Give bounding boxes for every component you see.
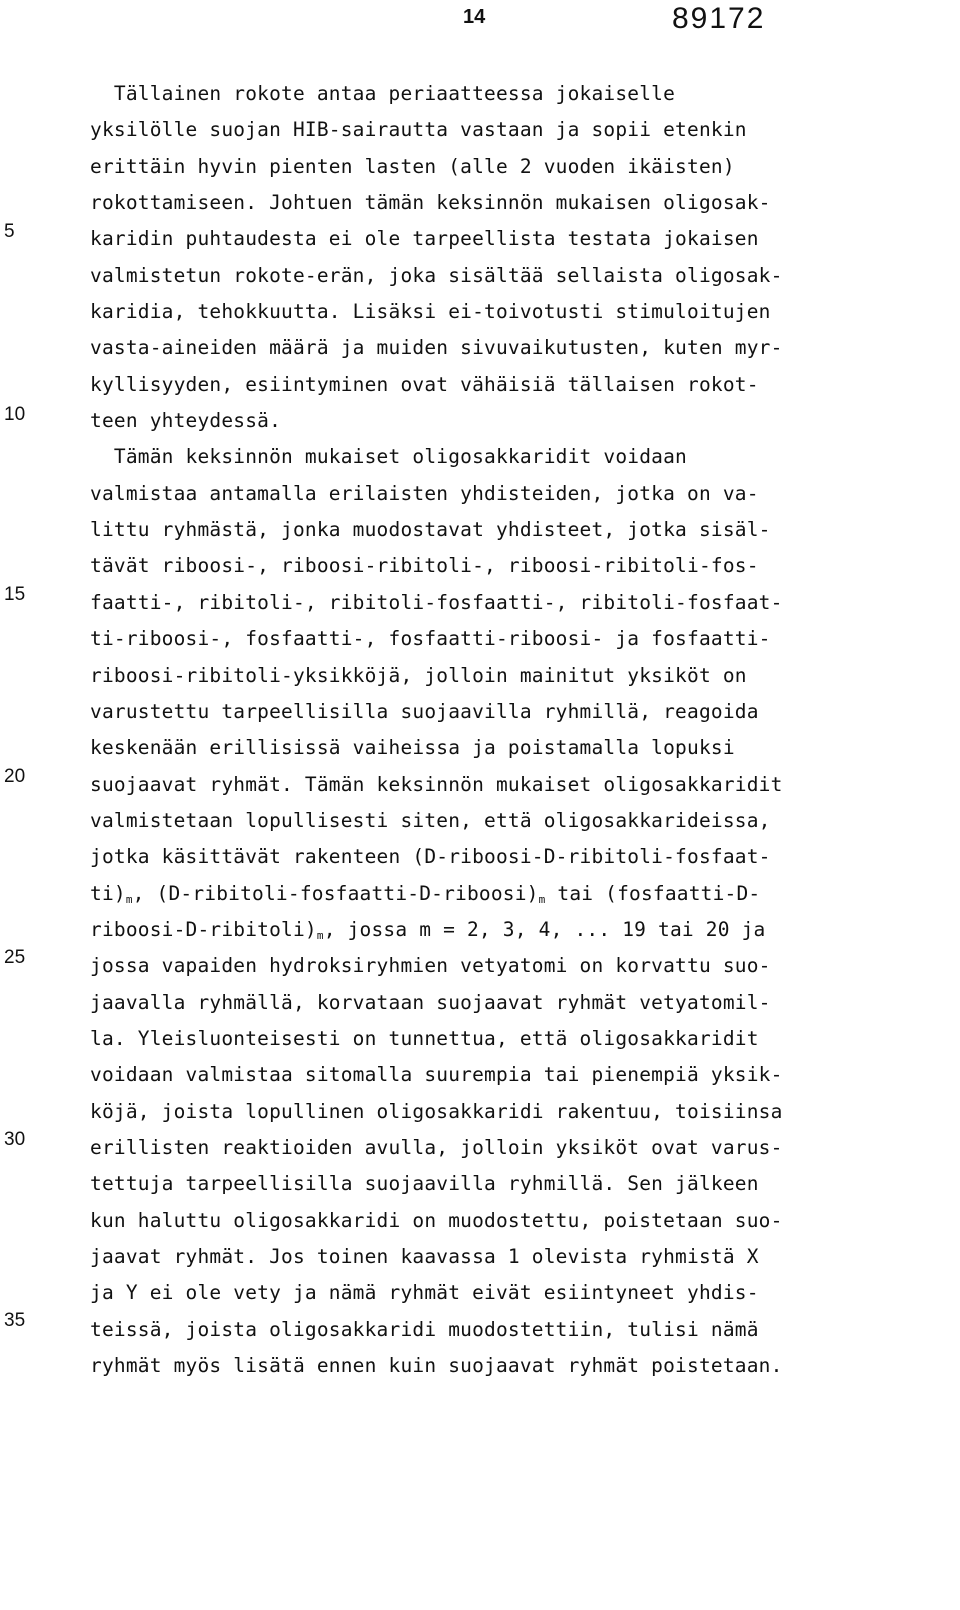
text-line: Tämän keksinnön mukaiset oligosakkaridit voidaan [90,445,687,469]
text-line: littu ryhmästä, jonka muodostavat yhdisteet, jotka sisäl- [90,518,771,542]
text-line: riboosi-ribitoli-yksikköjä, jolloin mainitut yksiköt on [90,663,747,687]
formula-text: , (D-ribitoli-fosfaatti-D-riboosi) [132,881,539,905]
line-number: 35 [4,1310,26,1331]
text-line: suojaavat ryhmät. Tämän keksinnön mukaiset oligosakkaridit [90,772,783,796]
text-line: teen yhteydessä. [90,409,282,433]
formula-text: ti) [90,881,126,905]
text-line: rokottamiseen. Johtuen tämän keksinnön mukaisen oligosak- [90,191,771,215]
text-line: erittäin hyvin pienten lasten (alle 2 vuoden ikäisten) [90,154,735,178]
text-line: voidaan valmistaa sitomalla suurempia tai pienempiä yksik- [90,1063,783,1087]
line-number: 30 [4,1129,26,1150]
formula-line [90,876,940,912]
text-line: keskenään erillisissä vaiheissa ja poistamalla lopuksi [90,736,735,760]
subscript: m [125,892,133,906]
line-number: 25 [4,947,26,968]
text-line: tettuja tarpeellisilla suojaavilla ryhmillä. Sen jälkeen [90,1172,759,1196]
text-line: kun haluttu oligosakkaridi on muodostettu, poistetaan suo- [90,1208,783,1232]
text-line: teissä, joista oligosakkaridi muodostettiin, tulisi nämä [90,1317,759,1341]
line-number: 5 [4,221,15,242]
text-line: erillisten reaktioiden avulla, jolloin yksiköt ovat varus- [90,1135,783,1159]
document-body [90,76,940,1384]
formula-text: tai (fosfaatti-D- [545,881,761,905]
subscript: m [538,892,546,906]
text-line: jaavat ryhmät. Jos toinen kaavassa 1 olevista ryhmistä X [90,1245,759,1268]
text-line: la. Yleisluonteisesti on tunnettua, että oligosakkaridit [90,1026,759,1050]
text-line: karidia, tehokkuutta. Lisäksi ei-toivotusti stimuloitujen [90,300,771,324]
document-number: 89172 [672,2,766,35]
paragraph-2 [90,439,940,1384]
text-line: ryhmät myös lisätä ennen kuin suojaavat ryhmät poistetaan. [90,1354,783,1378]
text-line: karidin puhtaudesta ei ole tarpeellista testata jokaisen [90,227,759,251]
text-line: ti-riboosi-, fosfaatti-, fosfaatti-riboosi- ja fosfaatti- [90,627,771,651]
line-number: 10 [4,404,26,425]
line-number: 20 [4,766,26,787]
text-line: jaavalla ryhmällä, korvataan suojaavat ryhmät vetyatomil- [90,990,771,1014]
text-line: tävät riboosi-, riboosi-ribitoli-, riboosi-ribitoli-fos- [90,554,759,578]
formula-text: riboosi-D-ribitoli) [90,917,317,941]
text-line: varustettu tarpeellisilla suojaavilla ryhmillä, reagoida [90,699,759,723]
text-line: kyllisyyden, esiintyminen ovat vähäisiä tällaisen rokot- [90,372,759,396]
text-line: yksilölle suojan HIB-sairautta vastaan ja sopii etenkin [90,118,747,142]
paragraph-1 [90,76,940,439]
text-line: valmistetun rokote-erän, joka sisältää sellaista oligosak- [90,263,783,287]
text-line: faatti-, ribitoli-, ribitoli-fosfaatti-, ribitoli-fosfaat- [90,590,783,614]
text-line: jotka käsittävät rakenteen (D-riboosi-D-ribitoli-fosfaat- [90,845,771,869]
text-line: köjä, joista lopullinen oligosakkaridi rakentuu, toisiinsa [90,1099,783,1123]
text-line: valmistetaan lopullisesti siten, että oligosakkarideissa, [90,808,771,832]
text-line: vasta-aineiden määrä ja muiden sivuvaikutusten, kuten myr- [90,336,783,360]
text-line: valmistaa antamalla erilaisten yhdisteiden, jotka on va- [90,481,759,505]
formula-text: , jossa m = 2, 3, 4, ... 19 tai 20 ja [323,917,766,941]
text-line: jossa vapaiden hydroksiryhmien vetyatomi on korvattu suo- [90,954,771,978]
line-number-margin [0,0,60,1610]
formula-line [90,912,940,948]
subscript: m [316,928,324,942]
line-number: 15 [4,584,26,605]
text-line: Tällainen rokote antaa periaatteessa jokaiselle [90,82,676,105]
page-number: 14 [463,6,486,28]
text-line: ja Y ei ole vety ja nämä ryhmät eivät esiintyneet yhdis- [90,1281,759,1305]
